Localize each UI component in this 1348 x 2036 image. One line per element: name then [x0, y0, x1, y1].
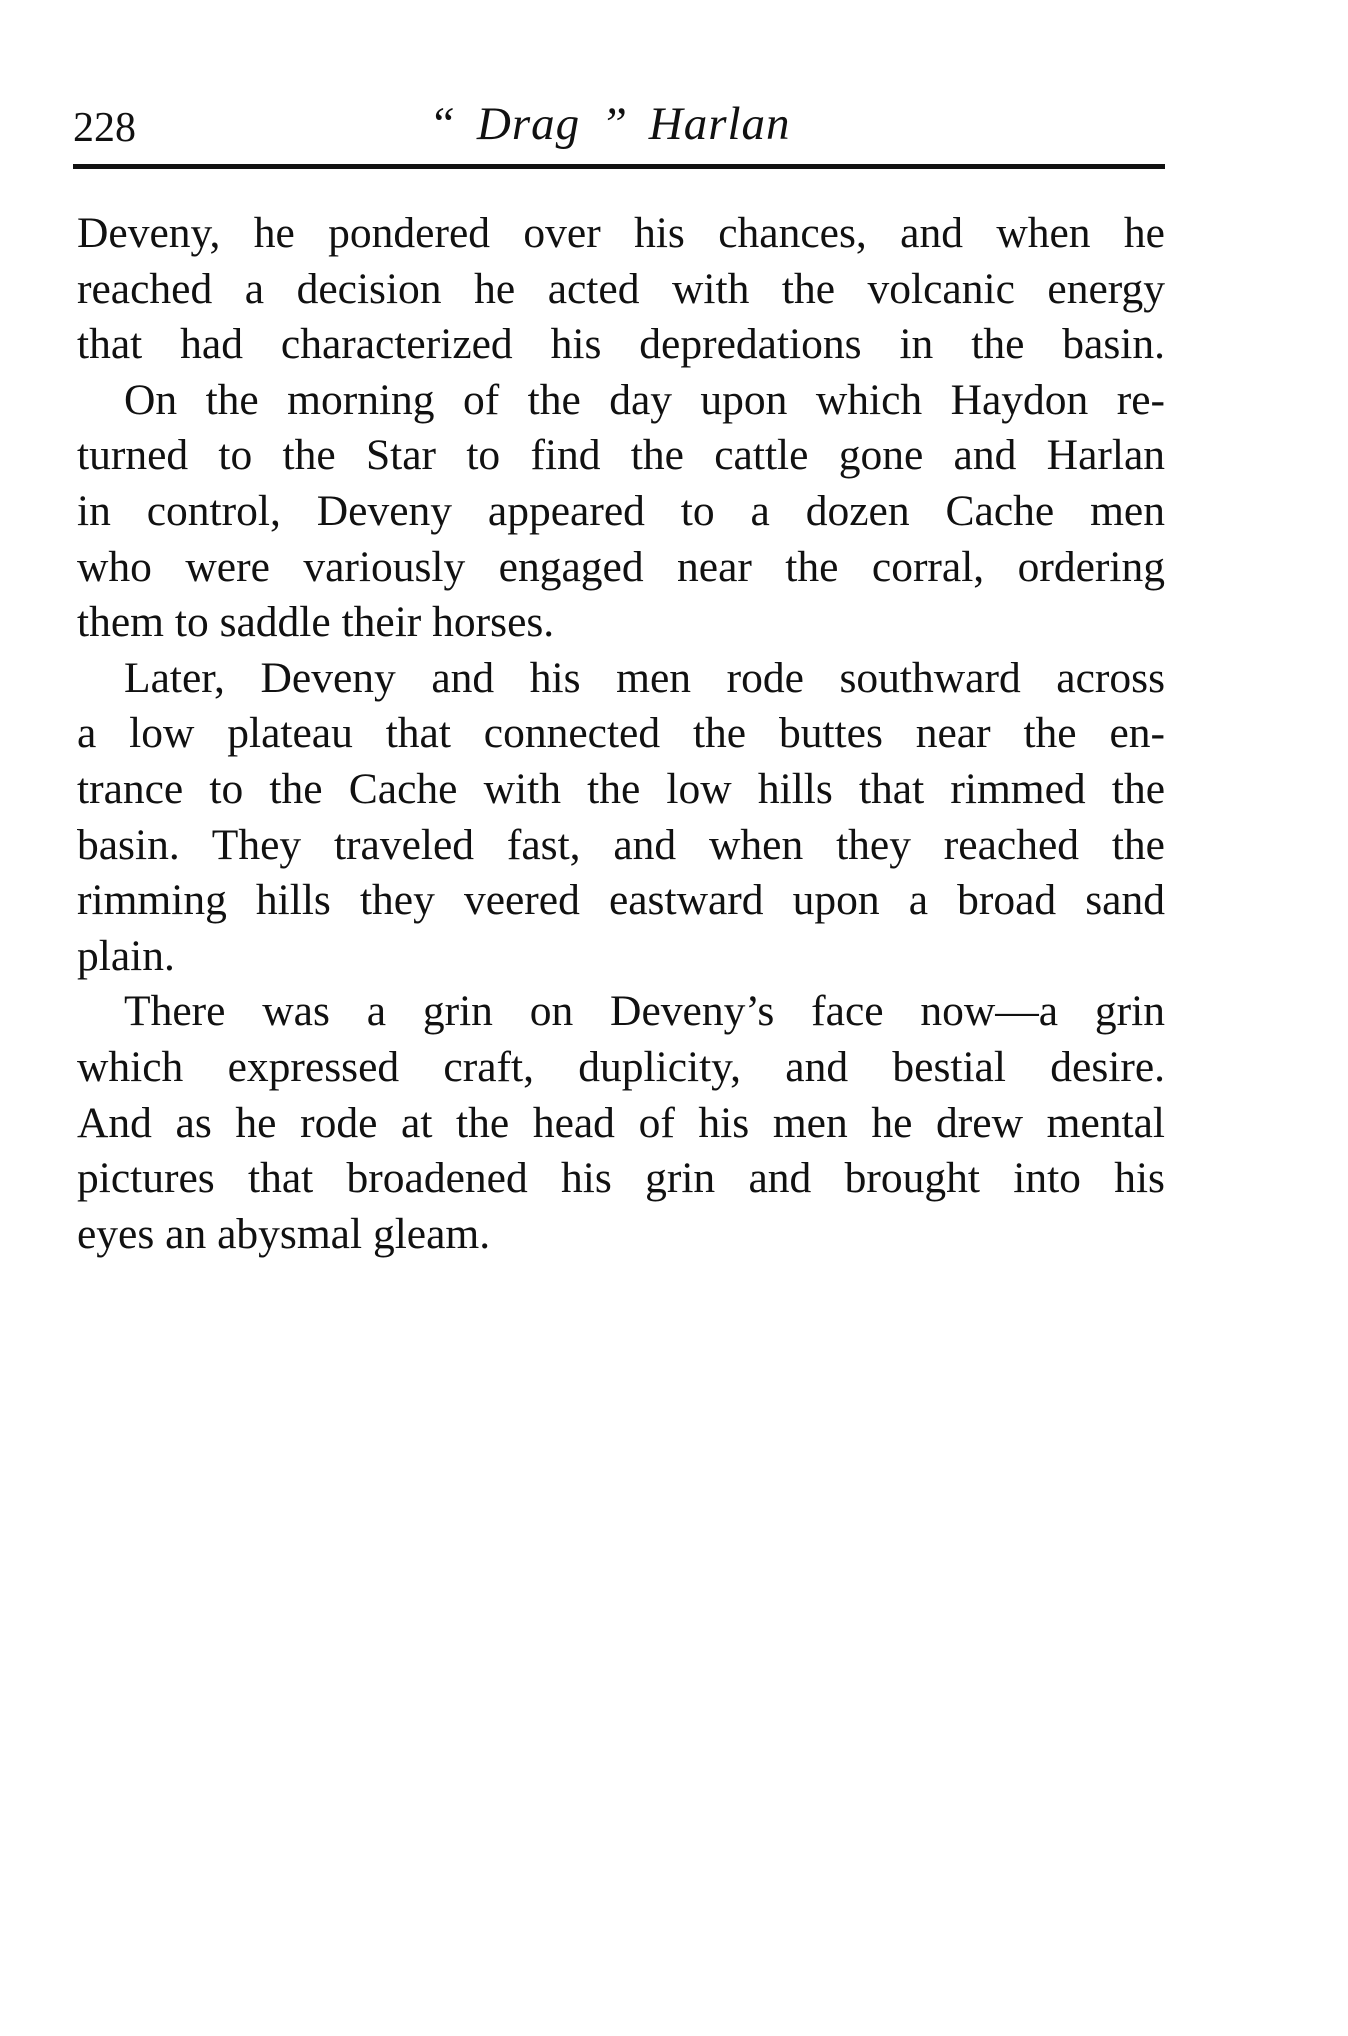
header-rule [73, 164, 1165, 169]
text-line: them to saddle their horses. [77, 598, 555, 647]
text-line: pictures that broadened his grin and brought into his [77, 1154, 1165, 1203]
paragraph [77, 373, 1165, 651]
text-line: basin. They traveled fast, and when they reached the [77, 820, 1165, 869]
text-line: who were variously engaged near the corral, ordering [77, 542, 1165, 591]
text-line: Later, Deveny and his men rode southward across [124, 653, 1165, 702]
text-line: which expressed craft, duplicity, and bestial desire. [77, 1042, 1165, 1091]
page-header [73, 92, 1165, 162]
running-title: “ Drag ” Harlan [429, 98, 791, 150]
text-line: eyes an abysmal gleam. [77, 1209, 491, 1258]
text-line: in control, Deveny appeared to a dozen Cache men [77, 486, 1165, 535]
paragraph [77, 651, 1165, 985]
text-line: a low plateau that connected the buttes near the en- [77, 709, 1165, 758]
paragraph [77, 206, 1165, 373]
text-line: reached a decision he acted with the volcanic energy [77, 264, 1165, 313]
paragraph [77, 984, 1165, 1262]
text-line: trance to the Cache with the low hills that rimmed the [77, 764, 1165, 813]
text-line: rimming hills they veered eastward upon a broad sand [77, 876, 1165, 925]
text-line: Deveny, he pondered over his chances, and when he [77, 209, 1165, 257]
text-line: On the morning of the day upon which Haydon re- [124, 375, 1165, 424]
page-number: 228 [73, 105, 136, 151]
text-line: plain. [77, 931, 175, 980]
body-text [77, 206, 1165, 1262]
text-line: that had characterized his depredations in the basin. [77, 320, 1165, 369]
text-line: And as he rode at the head of his men he drew mental [77, 1098, 1165, 1147]
text-line: There was a grin on Deveny’s face now—a grin [124, 987, 1165, 1036]
text-line: turned to the Star to find the cattle gone and Harlan [77, 431, 1165, 480]
